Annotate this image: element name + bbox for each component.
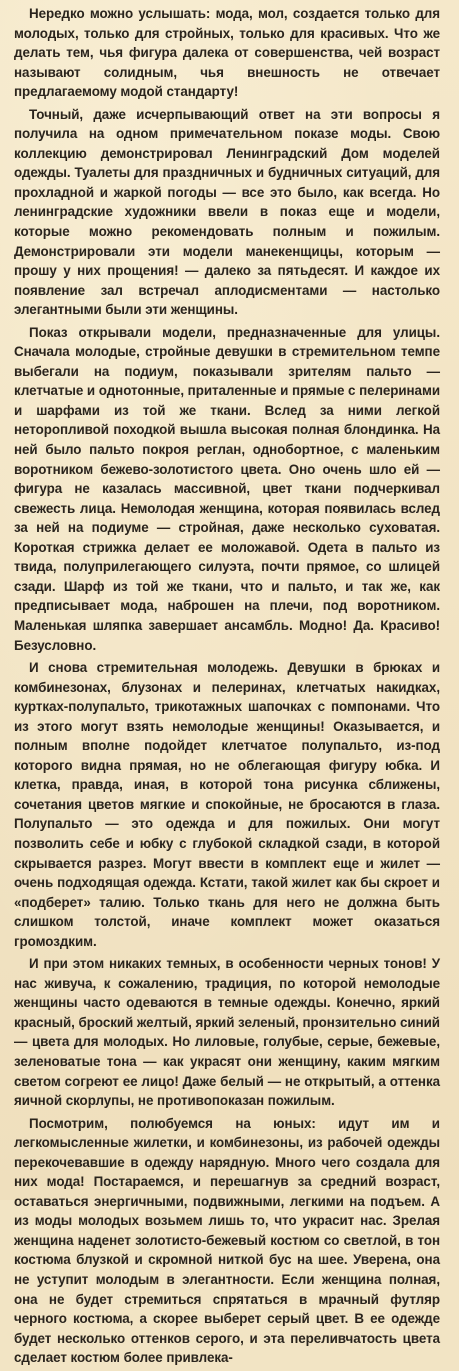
- paragraph-youth-fashion: И снова стремительная молодежь. Девушки в брюках и комбинезонах, блузонах и пелеринах, клетчатых накидках, куртках-полупальто, трикотажных шапочках с помпонами. Что из этого могут взять немолодые женщины! Оказывается, и полным вполне подойдет клетчатое полупальто, из-под которого видна прямая, но не облегающая фигуру юбка. И клетка, правда, иная, в которой тона рисунка сближены, сочетания цветов мягкие и спокойные, не бросаются в глаза. Полупальто — это одежда и для пожилых. Они могут позволить себе и юбку с глубокой складкой сзади, в которой скрывается разрез. Могут ввести в комплект еще и жилет — очень подходящая одежда. Кстати, такой жилет как бы скроет и «подберет» талию. Только ткань для него не должна быть слишком толстой, иначе комплект может оказаться громоздким.: [14, 660, 440, 949]
- paragraph-leningrad-show: Точный, даже исчерпывающий ответ на эти вопросы я получила на одном примечательном показе моды. Свою коллекцию демонстрировал Ленинградский Дом моделей одежды. Туалеты для праздничных и будничных ситуаций, для прохладной и жаркой погоды — все это было, как всегда. Но ленинградские художники ввели в показ еще и модели, которые можно рекомендовать полным и пожилым. Демонстрировали эти модели манекенщицы, которым — прошу у них прощения! — далеко за пятьдесят. И каждое их появление зал встречал аплодисментами — настолько элегантными были эти женщины.: [14, 106, 440, 318]
- paragraph-colors: И при этом никаких темных, в особенности черных тонов! У нас живуча, к сожалению, традиция, по которой немолодые женщины часто одеваются в темные одежды. Конечно, яркий красный, броский желтый, яркий зеленый, пронзительно синий — цвета для молодых. Но лиловые, голубые, серые, бежевые, зеленоватые тона — как украсят они женщину, каким мягким светом согреют ее лицо! Даже белый — не открытый, а оттенка яичной скорлупы, не противопоказан пожилым.: [14, 956, 440, 1109]
- paragraph-young-and-mature: Посмотрим, полюбуемся на юных: идут им и легкомысленные жилетки, и комбинезоны, из рабочей одежды перекочевавшие в одежду нарядную. Много чего создала для них мода! Постараемся, и перешагнув за средний возраст, оставаться энергичными, подвижными, легкими на подъем. А из моды молодых возьмем лишь то, что украсит нас. Зрелая женщина наденет золотисто-бежевый костюм со светлой, в тон костюма блузкой и скромной ниткой бус на шее. Уверена, она не уступит молодым в элегантности. Если женщина полная, она не будет стремиться спрятаться в мрачный футляр черного костюма, а скорее выберет серый цвет. В ее одежде будет несколько оттенков серого, и эта переливчатость цвета сделает костюм более привлека-: [14, 1115, 440, 1366]
- paragraph-intro: Нередко можно услышать: мода, мол, создается только для молодых, только для стройных, только для красивых. Что же делать тем, чья фигура далека от совершенства, чей возраст называют солидным, чья внешность не отвечает предлагаемому модой стандарту!: [14, 6, 440, 100]
- article-column: [14, 4, 440, 1371]
- paragraph-street-models: Показ открывали модели, предназначенные для улицы. Сначала молодые, стройные девушки в стремительном темпе выбегали на подиум, показывали зрителям пальто — клетчатые и однотонные, приталенные и прямые с пелеринами и шарфами из той же ткани. Вслед за ними легкой неторопливой походкой вышла высокая полная блондинка. На ней было пальто покроя реглан, однобортное, с маленьким воротником бежево-золотистого цвета. Оно очень шло ей — фигура не казалась массивной, цвет ткани подчеркивал свежесть лица. Немолодая женщина, которая появилась вслед за ней на подиуме — стройная, даже несколько суховатая. Короткая стрижка делает ее моложавой. Одета в пальто из твида, полуприлегающего силуэта, почти прямое, со шлицей сзади. Шарф из той же ткани, что и пальто, и так же, как предписывает мода, наброшен на плечи, под воротником. Маленькая шляпка завершает ансамбль. Модно! Да. Красиво! Безусловно.: [14, 324, 440, 653]
